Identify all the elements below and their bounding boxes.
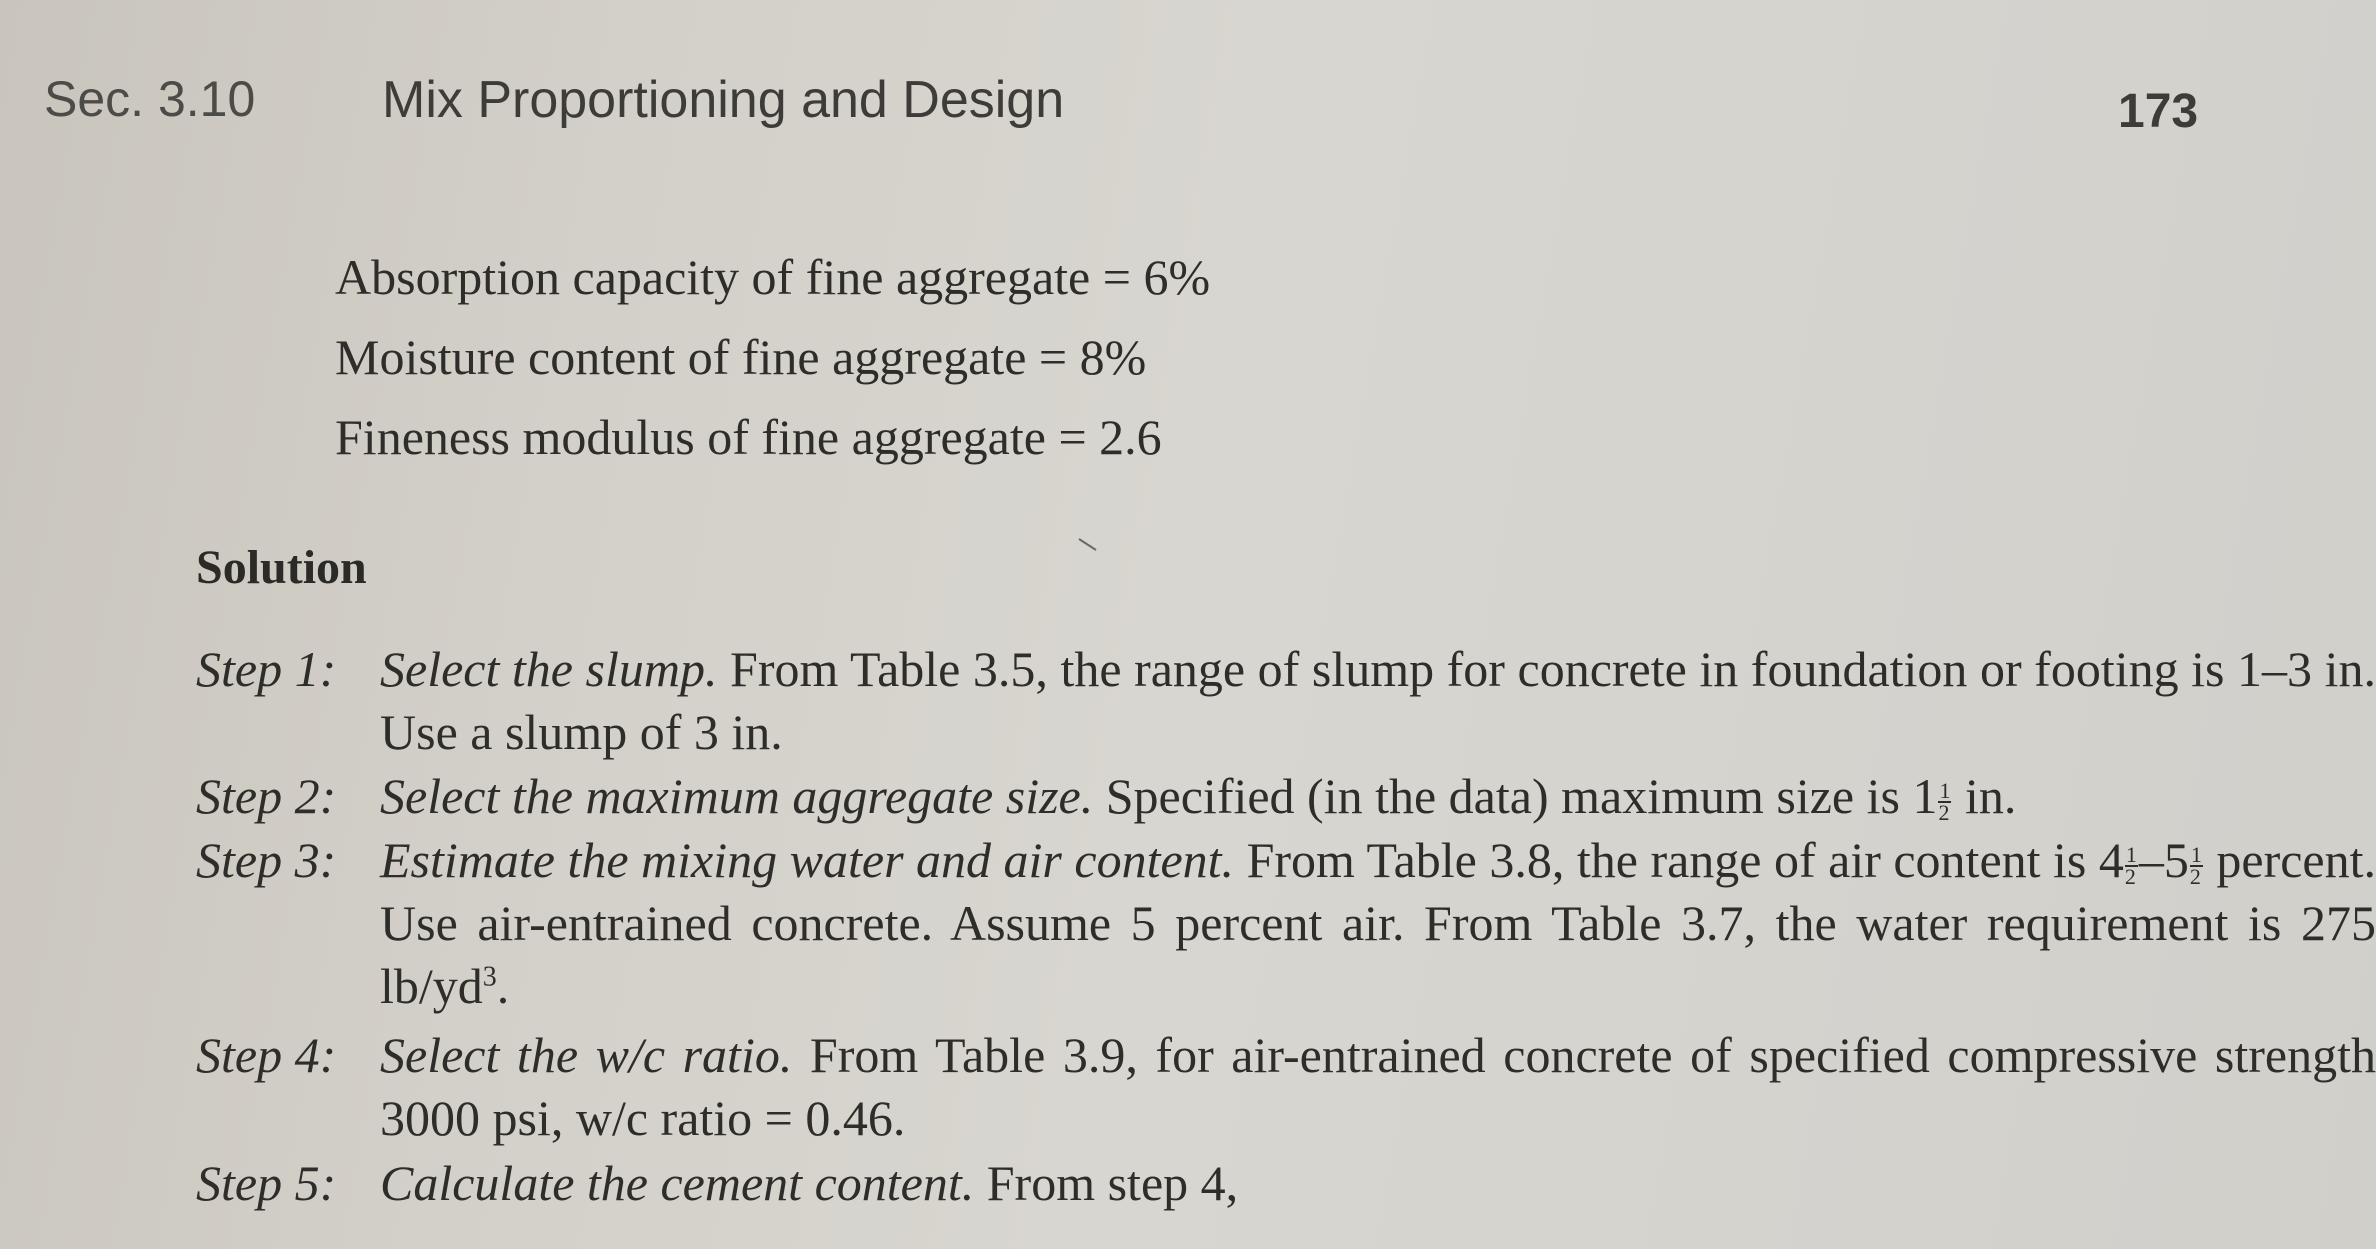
step-2 (196, 765, 2196, 828)
solution-heading: Solution (196, 541, 367, 594)
given-moisture: Moisture content of fine aggregate = 8% (335, 329, 1147, 385)
step-text: From Table 3.8, the range of air content is 4 (1246, 832, 2124, 888)
step-label: Step 5: (196, 1155, 337, 1211)
step-text: –5 (2138, 832, 2189, 888)
given-fineness: Fineness modulus of fine aggregate = 2.6 (335, 409, 1162, 465)
step-5 (196, 1152, 2196, 1215)
fraction-one-half: $\frac{1}{2}$ (2189, 841, 2202, 889)
step-label: Step 3: (196, 832, 337, 888)
step-body (380, 765, 2376, 828)
step-text: From Table 3.5, the range of slump for concrete in foundation or footing is 1–3 in. Use a slump of 3 in. (380, 641, 2376, 760)
step-title: Select the slump. (380, 641, 718, 697)
step-body (380, 1152, 2376, 1215)
stray-mark (1078, 538, 1098, 552)
step-text: From Table 3.9, for air-entrained concrete of specified compressive strength 3000 psi, w/c ratio = 0.46. (380, 1027, 2376, 1146)
step-text: in. (1952, 768, 2017, 824)
step-title: Select the maximum aggregate size. (380, 768, 1094, 824)
step-4 (196, 1024, 2376, 1150)
given-absorption: Absorption capacity of fine aggregate = 6% (335, 249, 1211, 305)
fraction-one-half: $\frac{1}{2}$ (1938, 777, 1951, 825)
step-3 (196, 829, 2376, 1018)
superscript: 3 (482, 961, 497, 993)
step-text: Specified (in the data) maximum size is 1 (1105, 768, 1938, 824)
step-label: Step 2: (196, 768, 337, 824)
fraction-one-half: $\frac{1}{2}$ (2124, 841, 2137, 889)
step-body (380, 829, 2376, 1018)
step-body (380, 638, 2376, 764)
step-title: Select the w/c ratio. (380, 1027, 793, 1083)
step-label: Step 1: (196, 641, 337, 697)
step-label: Step 4: (196, 1027, 337, 1083)
step-title: Calculate the cement content. (380, 1155, 975, 1211)
section-number: Sec. 3.10 (44, 71, 256, 127)
section-title: Mix Proportioning and Design (382, 71, 1065, 129)
step-title: Estimate the mixing water and air content. (380, 832, 1235, 888)
step-body (380, 1024, 2376, 1150)
step-1 (196, 638, 2376, 764)
step-text: percent. Use air-entrained concrete. Assume 5 percent air. From Table 3.7, the water requirement is 275 lb/yd (380, 832, 2376, 1014)
page-number: 173 (2118, 85, 2199, 138)
step-text: . (496, 958, 510, 1014)
step-text: From step 4, (986, 1155, 1239, 1211)
